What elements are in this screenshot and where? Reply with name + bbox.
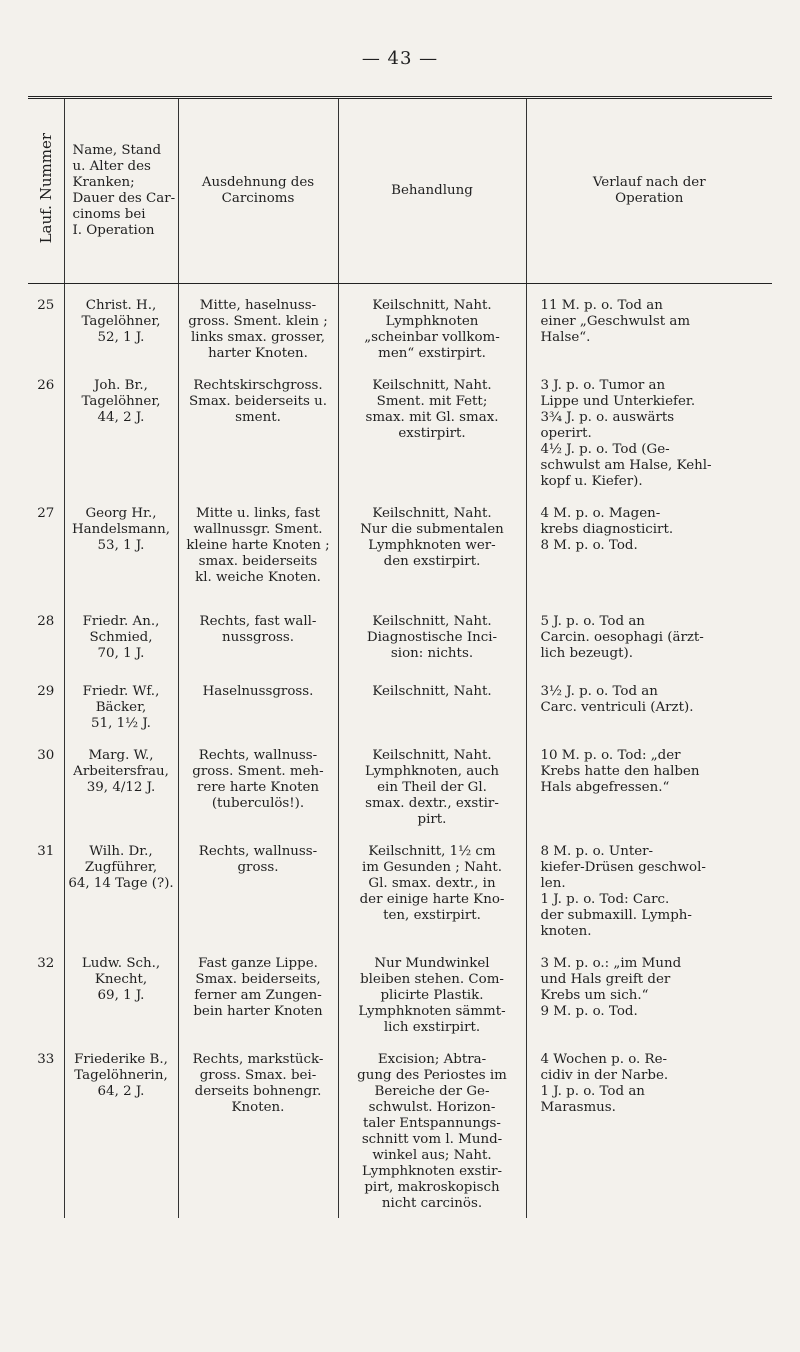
text-line: Rechtskirschgross. xyxy=(193,378,323,393)
text-line: Krebs um sich.“ xyxy=(540,988,649,1003)
text-line: und Hals greift der xyxy=(540,972,671,987)
patient-cell xyxy=(64,368,178,496)
text-line: Rechts, markstück- xyxy=(192,1052,324,1067)
extent-cell xyxy=(178,1042,338,1218)
text-line: einer „Geschwulst am xyxy=(540,314,691,329)
text-line: 64, 2 J. xyxy=(97,1084,145,1099)
extent-cell xyxy=(178,592,338,668)
text-line: 69, 1 J. xyxy=(97,988,145,1003)
text-line: gung des Periostes im xyxy=(357,1068,507,1083)
case-row xyxy=(28,1042,772,1218)
text-line: operirt. xyxy=(540,426,592,441)
text-line: 3½ J. p. o. Tod an xyxy=(540,684,658,699)
patient-cell xyxy=(64,834,178,946)
text-line: Lymphknoten wer- xyxy=(368,538,496,553)
text-line: Friedr. Wf., xyxy=(82,684,160,699)
text-line: 10 M. p. o. Tod: „der xyxy=(540,748,681,763)
text-line: rere harte Knoten xyxy=(196,780,320,795)
course-cell xyxy=(526,368,772,496)
text-line: 39, 4/12 J. xyxy=(86,780,156,795)
patient-cell xyxy=(64,738,178,834)
patient-cell xyxy=(64,592,178,668)
case-number: 32 xyxy=(37,956,55,971)
page-number: — 43 — xyxy=(361,48,439,69)
text-line: Keilschnitt, Naht. xyxy=(372,684,492,699)
text-line: Nur die submentalen xyxy=(360,522,504,537)
course-cell xyxy=(526,1042,772,1218)
text-line: Keilschnitt, Naht. xyxy=(372,378,492,393)
text-line: Georg Hr., xyxy=(85,506,157,521)
header-name xyxy=(64,98,178,284)
text-line: Haselnussgross. xyxy=(202,684,314,699)
text-line: Bäcker, xyxy=(95,700,147,715)
text-line: Carc. ventriculi (Arzt). xyxy=(540,700,694,715)
text-line: lich exstirpirt. xyxy=(383,1020,481,1035)
text-line: Name, Stand xyxy=(72,143,162,158)
text-line: den exstirpirt. xyxy=(383,554,481,569)
text-line: schnitt vom l. Mund- xyxy=(361,1132,503,1147)
case-row xyxy=(28,834,772,946)
text-line: Carcinoms xyxy=(221,191,295,206)
treatment-cell xyxy=(338,668,526,738)
text-line: Rechts, fast wall- xyxy=(199,614,317,629)
case-number: 33 xyxy=(37,1052,55,1067)
text-line: sment. xyxy=(235,410,281,425)
text-line: Fast ganze Lippe. xyxy=(198,956,318,971)
header-extent-text xyxy=(179,175,338,207)
text-line: 51, 1½ J. xyxy=(91,716,151,731)
text-line: 5 J. p. o. Tod an xyxy=(540,614,645,629)
text-line: Marg. W., xyxy=(88,748,154,763)
text-line: „scheinbar vollkom- xyxy=(364,330,500,345)
text-line: schwulst am Halse, Kehl- xyxy=(540,458,712,473)
case-number: 28 xyxy=(37,614,55,629)
text-line: smax. mit Gl. smax. xyxy=(365,410,499,425)
header-name-text xyxy=(65,143,178,239)
treatment-cell xyxy=(338,738,526,834)
course-cell xyxy=(526,284,772,369)
case-number: 25 xyxy=(37,298,55,313)
text-line: Keilschnitt, Naht. xyxy=(372,506,492,521)
course-cell xyxy=(526,496,772,592)
text-line: links smax. grosser, xyxy=(191,330,325,345)
text-line: schwulst. Horizon- xyxy=(368,1100,496,1115)
text-line: im Gesunden ; Naht. xyxy=(361,860,503,875)
text-line: Zugführer, xyxy=(84,860,158,875)
text-line: Bereiche der Ge- xyxy=(374,1084,490,1099)
text-line: Mitte u. links, fast xyxy=(196,506,320,521)
course-cell xyxy=(526,946,772,1042)
header-number xyxy=(28,98,64,284)
text-line: plicirte Plastik. xyxy=(380,988,484,1003)
extent-cell xyxy=(178,738,338,834)
text-line: ferner am Zungen- xyxy=(194,988,322,1003)
text-line: Keilschnitt, Naht. xyxy=(372,614,492,629)
text-line: Operation xyxy=(615,191,684,206)
extent-cell xyxy=(178,368,338,496)
text-line: winkel aus; Naht. xyxy=(372,1148,492,1163)
text-line: Knoten. xyxy=(231,1100,285,1115)
text-line: sion: nichts. xyxy=(390,646,474,661)
text-line: Lymphknoten sämmt- xyxy=(358,1004,506,1019)
text-line: Keilschnitt, Naht. xyxy=(372,298,492,313)
text-line: smax. beiderseits xyxy=(198,554,318,569)
text-line: Smax. beiderseits, xyxy=(195,972,321,987)
treatment-cell xyxy=(338,284,526,369)
case-row xyxy=(28,496,772,592)
text-line: Hals abgefressen.“ xyxy=(540,780,670,795)
text-line: 70, 1 J. xyxy=(97,646,145,661)
case-row xyxy=(28,592,772,668)
patient-cell xyxy=(64,946,178,1042)
text-line: Carcin. oesophagi (ärzt- xyxy=(540,630,704,645)
text-line: (tuberculös!). xyxy=(211,796,305,811)
case-number: 30 xyxy=(37,748,55,763)
text-line: 44, 2 J. xyxy=(97,410,145,425)
text-line: Schmied, xyxy=(89,630,153,645)
patient-cell xyxy=(64,496,178,592)
text-line: Nur Mundwinkel xyxy=(374,956,490,971)
text-line: kleine harte Knoten ; xyxy=(186,538,330,553)
text-line: kopf u. Kiefer). xyxy=(540,474,643,489)
text-line: Arbeitersfrau, xyxy=(73,764,169,779)
text-line: gross. Sment. klein ; xyxy=(188,314,328,329)
text-line: Keilschnitt, Naht. xyxy=(372,748,492,763)
text-line: smax. dextr., exstir- xyxy=(365,796,499,811)
text-line: pirt. xyxy=(417,812,447,827)
case-number: 26 xyxy=(37,378,55,393)
treatment-cell xyxy=(338,834,526,946)
text-line: der submaxill. Lymph- xyxy=(540,908,692,923)
text-line: Tagelöhner, xyxy=(81,394,161,409)
text-line: derseits bohnengr. xyxy=(194,1084,322,1099)
case-row xyxy=(28,738,772,834)
text-line: 1 J. p. o. Tod an xyxy=(540,1084,645,1099)
header-treatment-text xyxy=(339,183,526,199)
text-line: Halse“. xyxy=(540,330,591,345)
text-line: lich bezeugt). xyxy=(540,646,633,661)
case-table-wrapper xyxy=(28,96,772,1218)
text-line: 4 M. p. o. Magen- xyxy=(540,506,661,521)
text-line: harter Knoten. xyxy=(208,346,308,361)
text-line: Lymphknoten xyxy=(385,314,479,329)
text-line: nicht carcinös. xyxy=(381,1196,483,1211)
text-line: Gl. smax. dextr., in xyxy=(368,876,496,891)
treatment-cell xyxy=(338,1042,526,1218)
extent-cell xyxy=(178,496,338,592)
extent-cell xyxy=(178,946,338,1042)
text-line: Christ. H., xyxy=(85,298,157,313)
text-line: Keilschnitt, 1½ cm xyxy=(368,844,496,859)
text-line: 64, 14 Tage (?). xyxy=(68,876,174,891)
text-line: Knecht, xyxy=(94,972,148,987)
text-line: krebs diagnosticirt. xyxy=(540,522,674,537)
text-line: 4½ J. p. o. Tod (Ge- xyxy=(540,442,670,457)
course-cell xyxy=(526,668,772,738)
treatment-cell xyxy=(338,368,526,496)
text-line: cidiv in der Narbe. xyxy=(540,1068,669,1083)
text-line: Tagelöhner, xyxy=(81,314,161,329)
text-line: len. xyxy=(540,876,566,891)
text-line: Krebs hatte den halben xyxy=(540,764,700,779)
text-line: Wilh. Dr., xyxy=(89,844,153,859)
extent-cell xyxy=(178,668,338,738)
text-line: 53, 1 J. xyxy=(97,538,145,553)
text-line: Friederike B., xyxy=(74,1052,168,1067)
header-extent xyxy=(178,98,338,284)
text-line: I. Operation xyxy=(72,223,155,238)
case-rows xyxy=(28,284,772,1219)
case-table xyxy=(28,96,772,1218)
text-line: bein harter Knoten xyxy=(193,1004,323,1019)
text-line: 8 M. p. o. Tod. xyxy=(540,538,638,553)
course-cell xyxy=(526,592,772,668)
text-line: Excision; Abtra- xyxy=(377,1052,487,1067)
text-line: gross. xyxy=(237,860,279,875)
extent-cell xyxy=(178,834,338,946)
case-row xyxy=(28,946,772,1042)
header-row xyxy=(28,98,772,284)
case-number: 29 xyxy=(37,684,55,699)
text-line: gross. Sment. meh- xyxy=(192,764,324,779)
text-line: 1 J. p. o. Tod: Carc. xyxy=(540,892,670,907)
text-line: taler Entspannungs- xyxy=(363,1116,501,1131)
text-line: Rechts, wallnuss- xyxy=(198,748,318,763)
extent-cell xyxy=(178,284,338,369)
header-course-text xyxy=(527,175,773,207)
header-treatment xyxy=(338,98,526,284)
treatment-cell xyxy=(338,946,526,1042)
text-line: Mitte, haselnuss- xyxy=(199,298,317,313)
case-row xyxy=(28,368,772,496)
text-line: Behandlung xyxy=(391,183,473,198)
treatment-cell xyxy=(338,496,526,592)
text-line: knoten. xyxy=(540,924,592,939)
header-number-label: Lauf. Nummer xyxy=(36,133,55,244)
course-cell xyxy=(526,738,772,834)
patient-cell xyxy=(64,1042,178,1218)
text-line: 52, 1 J. xyxy=(97,330,145,345)
patient-cell xyxy=(64,284,178,369)
text-line: Lymphknoten, auch xyxy=(364,764,500,779)
text-line: Tagelöhnerin, xyxy=(74,1068,168,1083)
text-line: cinoms bei xyxy=(72,207,146,222)
text-line: u. Alter des xyxy=(72,159,151,174)
text-line: Smax. beiderseits u. xyxy=(188,394,328,409)
case-row xyxy=(28,668,772,738)
text-line: men“ exstirpirt. xyxy=(378,346,486,361)
text-line: Dauer des Car- xyxy=(72,191,176,206)
text-line: Verlauf nach der xyxy=(592,175,706,190)
text-line: ten, exstirpirt. xyxy=(383,908,481,923)
text-line: nussgross. xyxy=(221,630,295,645)
case-number: 31 xyxy=(37,844,55,859)
text-line: Kranken; xyxy=(72,175,135,190)
header-course xyxy=(526,98,772,284)
text-line: 3¾ J. p. o. auswärts xyxy=(540,410,675,425)
text-line: gross. Smax. bei- xyxy=(199,1068,317,1083)
text-line: 9 M. p. o. Tod. xyxy=(540,1004,638,1019)
text-line: Lymphknoten exstir- xyxy=(361,1164,503,1179)
text-line: Marasmus. xyxy=(540,1100,616,1115)
text-line: Ludw. Sch., xyxy=(81,956,161,971)
patient-cell xyxy=(64,668,178,738)
text-line: wallnussgr. Sment. xyxy=(193,522,323,537)
text-line: Sment. mit Fett; xyxy=(376,394,488,409)
text-line: 3 M. p. o.: „im Mund xyxy=(540,956,682,971)
text-line: 11 M. p. o. Tod an xyxy=(540,298,663,313)
case-row xyxy=(28,284,772,369)
text-line: der einige harte Kno- xyxy=(359,892,505,907)
text-line: Rechts, wallnuss- xyxy=(198,844,318,859)
case-number: 27 xyxy=(37,506,55,521)
text-line: Diagnostische Inci- xyxy=(366,630,498,645)
text-line: exstirpirt. xyxy=(398,426,466,441)
text-line: Ausdehnung des xyxy=(201,175,315,190)
text-line: kl. weiche Knoten. xyxy=(195,570,321,585)
text-line: kiefer-Drüsen geschwol- xyxy=(540,860,706,875)
text-line: 8 M. p. o. Unter- xyxy=(540,844,654,859)
text-line: bleiben stehen. Com- xyxy=(360,972,504,987)
text-line: Joh. Br., xyxy=(94,378,148,393)
treatment-cell xyxy=(338,592,526,668)
text-line: Handelsmann, xyxy=(71,522,171,537)
course-cell xyxy=(526,834,772,946)
text-line: 3 J. p. o. Tumor an xyxy=(540,378,666,393)
text-line: pirt, makroskopisch xyxy=(364,1180,500,1195)
text-line: Lippe und Unterkiefer. xyxy=(540,394,696,409)
text-line: Friedr. An., xyxy=(82,614,160,629)
text-line: 4 Wochen p. o. Re- xyxy=(540,1052,668,1067)
text-line: ein Theil der Gl. xyxy=(377,780,487,795)
